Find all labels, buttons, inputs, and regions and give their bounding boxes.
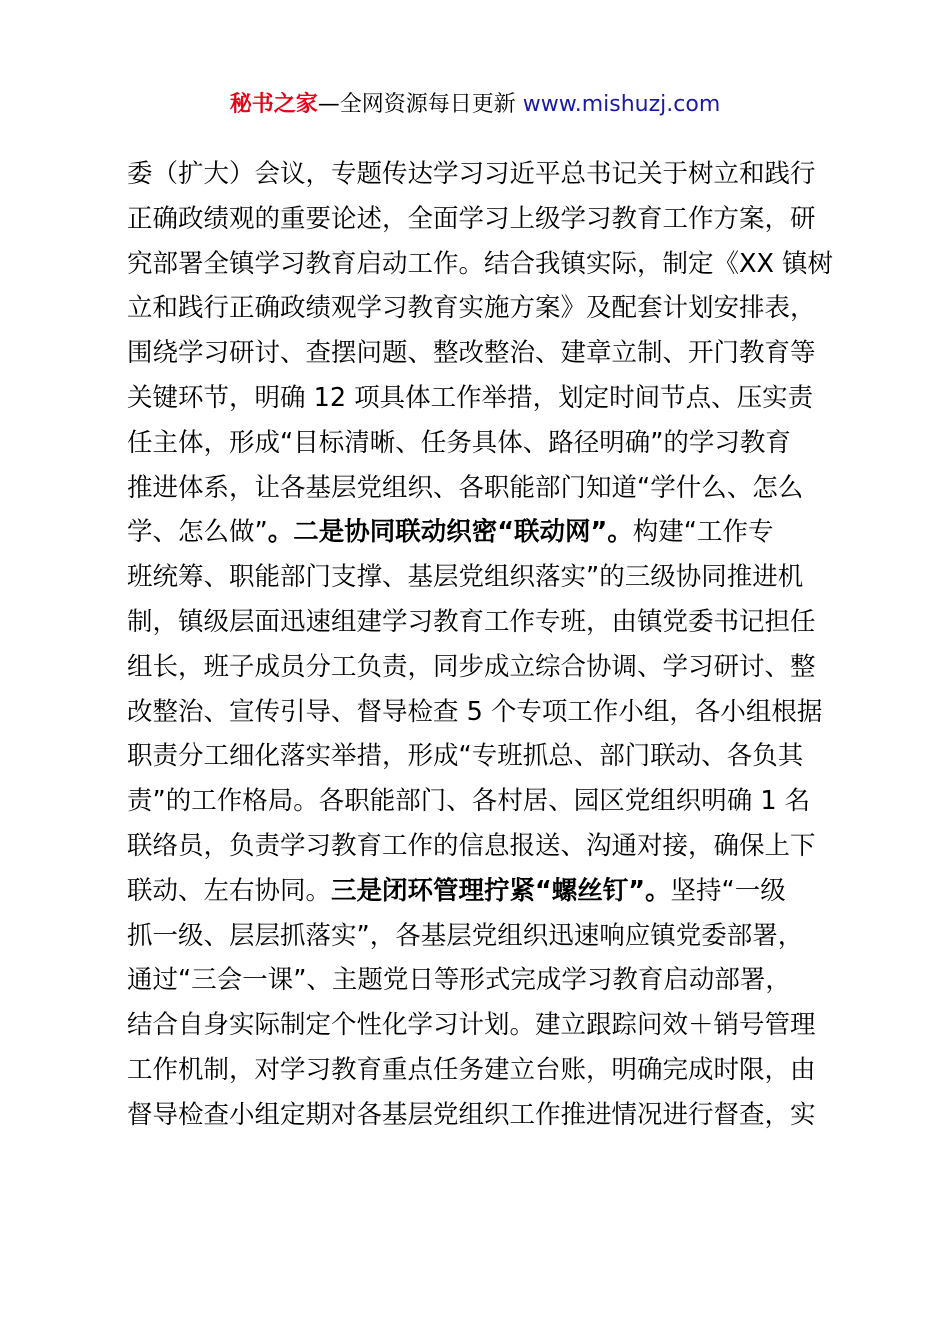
text-line xyxy=(127,734,837,779)
text-line xyxy=(127,152,837,197)
text-line xyxy=(127,242,837,287)
text-line xyxy=(127,331,837,376)
text-line xyxy=(127,958,837,1003)
text-line xyxy=(127,1048,837,1093)
text-segment: 围绕学习研讨、查摆问题、整改整治、建章立制、开门教育等 xyxy=(127,338,816,369)
text-line xyxy=(127,555,837,600)
text-line xyxy=(127,690,837,735)
text-segment: 联络员，负责学习教育工作的信息报送、沟通对接，确保上下 xyxy=(127,830,816,861)
text-segment: 立和践行正确政绩观学习教育实施方案》及配套计划安排表， xyxy=(127,293,816,324)
text-line xyxy=(127,779,837,824)
text-line xyxy=(127,421,837,466)
text-line xyxy=(127,286,837,331)
text-segment: 推进体系，让各基层党组织、各职能部门知道“学什么、怎么 xyxy=(127,472,804,503)
text-segment: 责”的工作格局。各职能部门、各村居、园区党组织明确 1 名 xyxy=(127,786,811,817)
text-segment: 制，镇级层面迅速组建学习教育工作专班，由镇党委书记担任 xyxy=(127,606,816,637)
text-line xyxy=(127,1093,837,1138)
text-segment: 关键环节，明确 12 项具体工作举措，划定时间节点、压实责 xyxy=(127,382,814,413)
text-line xyxy=(127,510,837,555)
text-segment: 工作机制，对学习教育重点任务建立台账，明确完成时限，由 xyxy=(127,1054,816,1085)
text-line xyxy=(127,376,837,421)
text-segment: 联动、左右协同。 xyxy=(127,875,332,906)
text-segment: 职责分工细化落实举措，形成“专班抓总、部门联动、各负其 xyxy=(127,741,804,772)
bold-text-segment: 。二是协同联动织密“联动网”。 xyxy=(267,517,633,548)
text-segment: 改整治、宣传引导、督导检查 5 个专项工作小组，各小组根据 xyxy=(127,696,823,727)
text-line xyxy=(127,600,837,645)
text-segment: 督导检查小组定期对各基层党组织工作推进情况进行督查，实 xyxy=(127,1099,816,1130)
text-segment: 结合自身实际制定个性化学习计划。建立跟踪问效＋销号管理 xyxy=(127,1010,816,1041)
text-segment: 究部署全镇学习教育启动工作。结合我镇实际，制定《XX 镇树 xyxy=(127,248,834,279)
text-segment: 班统筹、职能部门支撑、基层党组织落实”的三级协同推进机 xyxy=(127,562,804,593)
text-segment: 委（扩大）会议，专题传达学习习近平总书记关于树立和践行 xyxy=(127,159,816,189)
text-segment: 学、怎么做” xyxy=(127,517,268,548)
text-line xyxy=(127,645,837,690)
text-segment: 坚持“一级 xyxy=(670,875,786,906)
site-slogan: —全网资源每日更新 xyxy=(317,92,523,117)
text-line xyxy=(127,466,837,511)
page-header xyxy=(0,89,950,121)
text-line xyxy=(127,197,837,242)
text-segment: 组长，班子成员分工负责，同步成立综合协调、学习研讨、整 xyxy=(127,651,816,682)
bold-text-segment: 三是闭环管理拧紧“螺丝钉”。 xyxy=(331,875,671,906)
text-line xyxy=(127,869,837,914)
text-segment: 抓一级、层层抓落实”，各基层党组织迅速响应镇党委部署， xyxy=(127,920,804,951)
text-line xyxy=(127,914,837,959)
text-segment: 通过“三会一课”、主题党日等形式完成学习教育启动部署， xyxy=(127,965,791,996)
text-segment: 构建“工作专 xyxy=(632,517,774,548)
site-url-link[interactable]: www.mishuzj.com xyxy=(522,92,721,117)
text-segment: 任主体，形成“目标清晰、任务具体、路径明确”的学习教育 xyxy=(127,427,791,458)
text-line xyxy=(127,824,837,869)
document-body xyxy=(127,152,837,1138)
text-line xyxy=(127,1003,837,1048)
text-segment: 正确政绩观的重要论述，全面学习上级学习教育工作方案，研 xyxy=(127,203,816,234)
site-brand: 秘书之家 xyxy=(229,92,318,117)
